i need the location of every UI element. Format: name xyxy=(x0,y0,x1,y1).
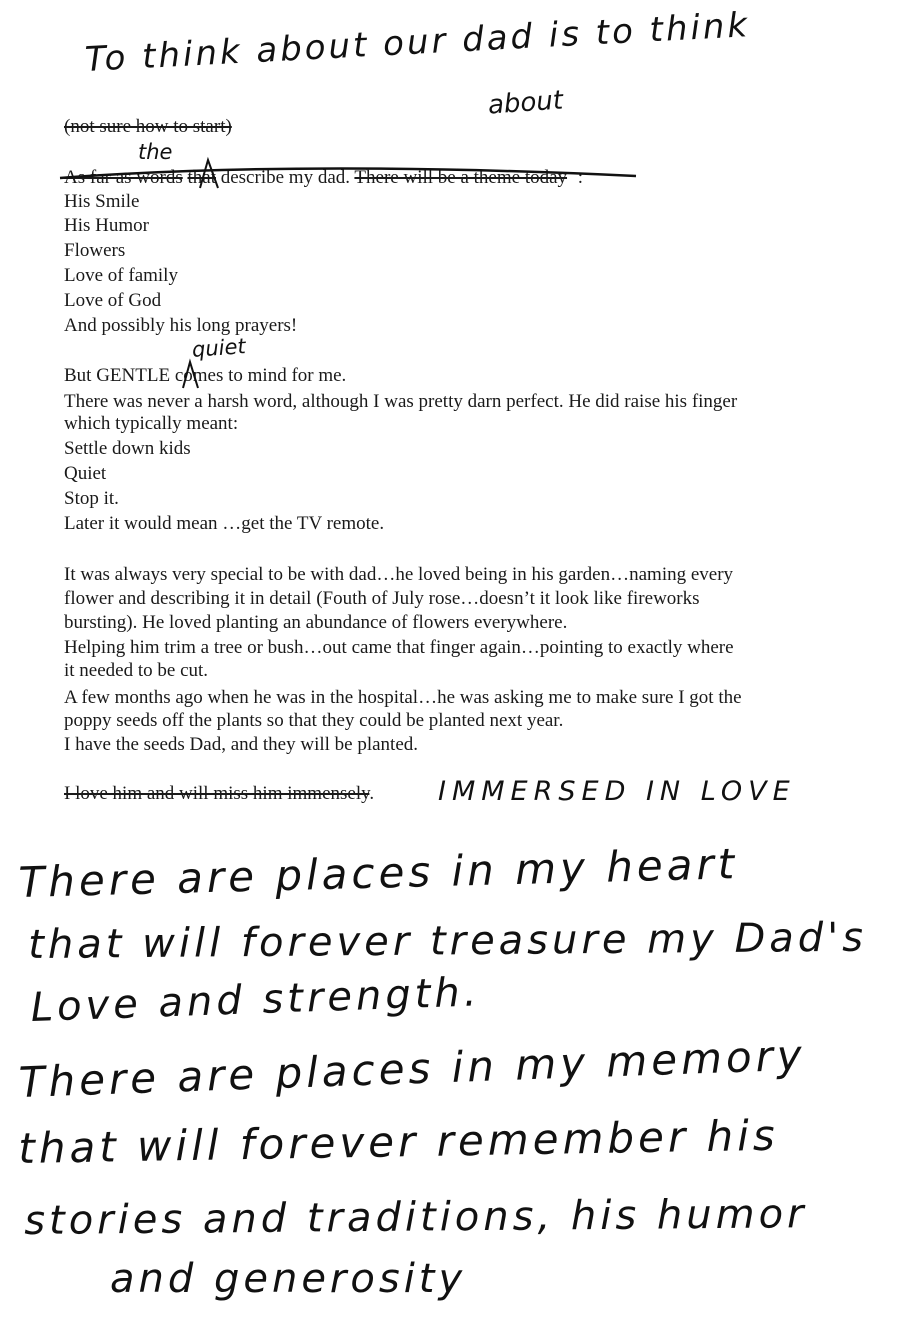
trait-love-of-family: Love of family xyxy=(64,265,178,286)
describe-my-dad: describe my dad. xyxy=(220,167,350,188)
garden-line-5: it needed to be cut. xyxy=(64,660,209,681)
finger-line-3: Settle down kids xyxy=(64,438,191,459)
gentle-line: But GENTLE comes to mind for me. xyxy=(64,365,347,386)
finger-line-6: Later it would mean …get the TV remote. xyxy=(64,513,385,534)
finger-line-1: There was never a harsh word, although I was pretty darn perfect. He did raise his finger xyxy=(64,391,738,412)
finger-line-4: Quiet xyxy=(64,463,107,484)
end-period: . xyxy=(369,783,375,804)
handwritten-insert-about: about xyxy=(487,85,564,121)
finger-line-5: Stop it. xyxy=(64,488,119,509)
closing-line-6: stories and traditions, his humor xyxy=(24,1191,808,1244)
garden-line-4: Helping him trim a tree or bush…out came that finger again…pointing to exactly where xyxy=(64,637,734,658)
closing-line-3: Love and strength. xyxy=(30,969,482,1031)
words-describe-line xyxy=(64,166,583,190)
handwritten-insert-the: the xyxy=(138,140,173,164)
love-him-line xyxy=(64,782,374,806)
closing-line-5: that will forever remember his xyxy=(18,1110,780,1173)
handwritten-immersed-in-love: IMMERSED IN LOVE xyxy=(438,776,796,807)
trait-humor: His Humor xyxy=(64,215,149,236)
crossed-that: that xyxy=(187,167,216,188)
trait-long-prayers: And possibly his long prayers! xyxy=(64,315,298,336)
garden-line-7: poppy seeds off the plants so that they could be planted next year. xyxy=(64,710,564,731)
trait-flowers: Flowers xyxy=(64,240,126,261)
closing-line-1: There are places in my heart xyxy=(18,839,739,907)
finger-line-2: which typically meant: xyxy=(64,413,239,434)
garden-line-6: A few months ago when he was in the hospital…he was asking me to make sure I got the xyxy=(64,687,742,708)
closing-line-7: and generosity xyxy=(110,1256,467,1302)
crossed-love-him: I love him and will miss him immensely xyxy=(64,783,370,804)
garden-line-3: bursting). He loved planting an abundance of flowers everywhere. xyxy=(64,612,568,633)
garden-line-8: I have the seeds Dad, and they will be planted. xyxy=(64,734,419,755)
crossed-theme-today: There will be a theme today xyxy=(354,167,568,188)
trait-smile: His Smile xyxy=(64,191,140,212)
crossed-out-start: (not sure how to start) xyxy=(64,116,232,137)
colon: : xyxy=(577,167,584,188)
closing-line-4: There are places in my memory xyxy=(18,1030,807,1107)
garden-line-2: flower and describing it in detail (Fouth of July rose…doesn’t it look like fireworks xyxy=(64,588,700,609)
trait-love-of-god: Love of God xyxy=(64,290,162,311)
crossed-as-far-as-words: As far as words xyxy=(64,167,183,188)
handwritten-heading: To think about our dad is to think xyxy=(84,5,752,80)
garden-line-1: It was always very special to be with dad…he loved being in his garden…naming every xyxy=(64,564,734,585)
closing-line-2: that will forever treasure my Dad's xyxy=(28,914,868,968)
handwritten-insert-quiet: quiet xyxy=(191,334,247,362)
